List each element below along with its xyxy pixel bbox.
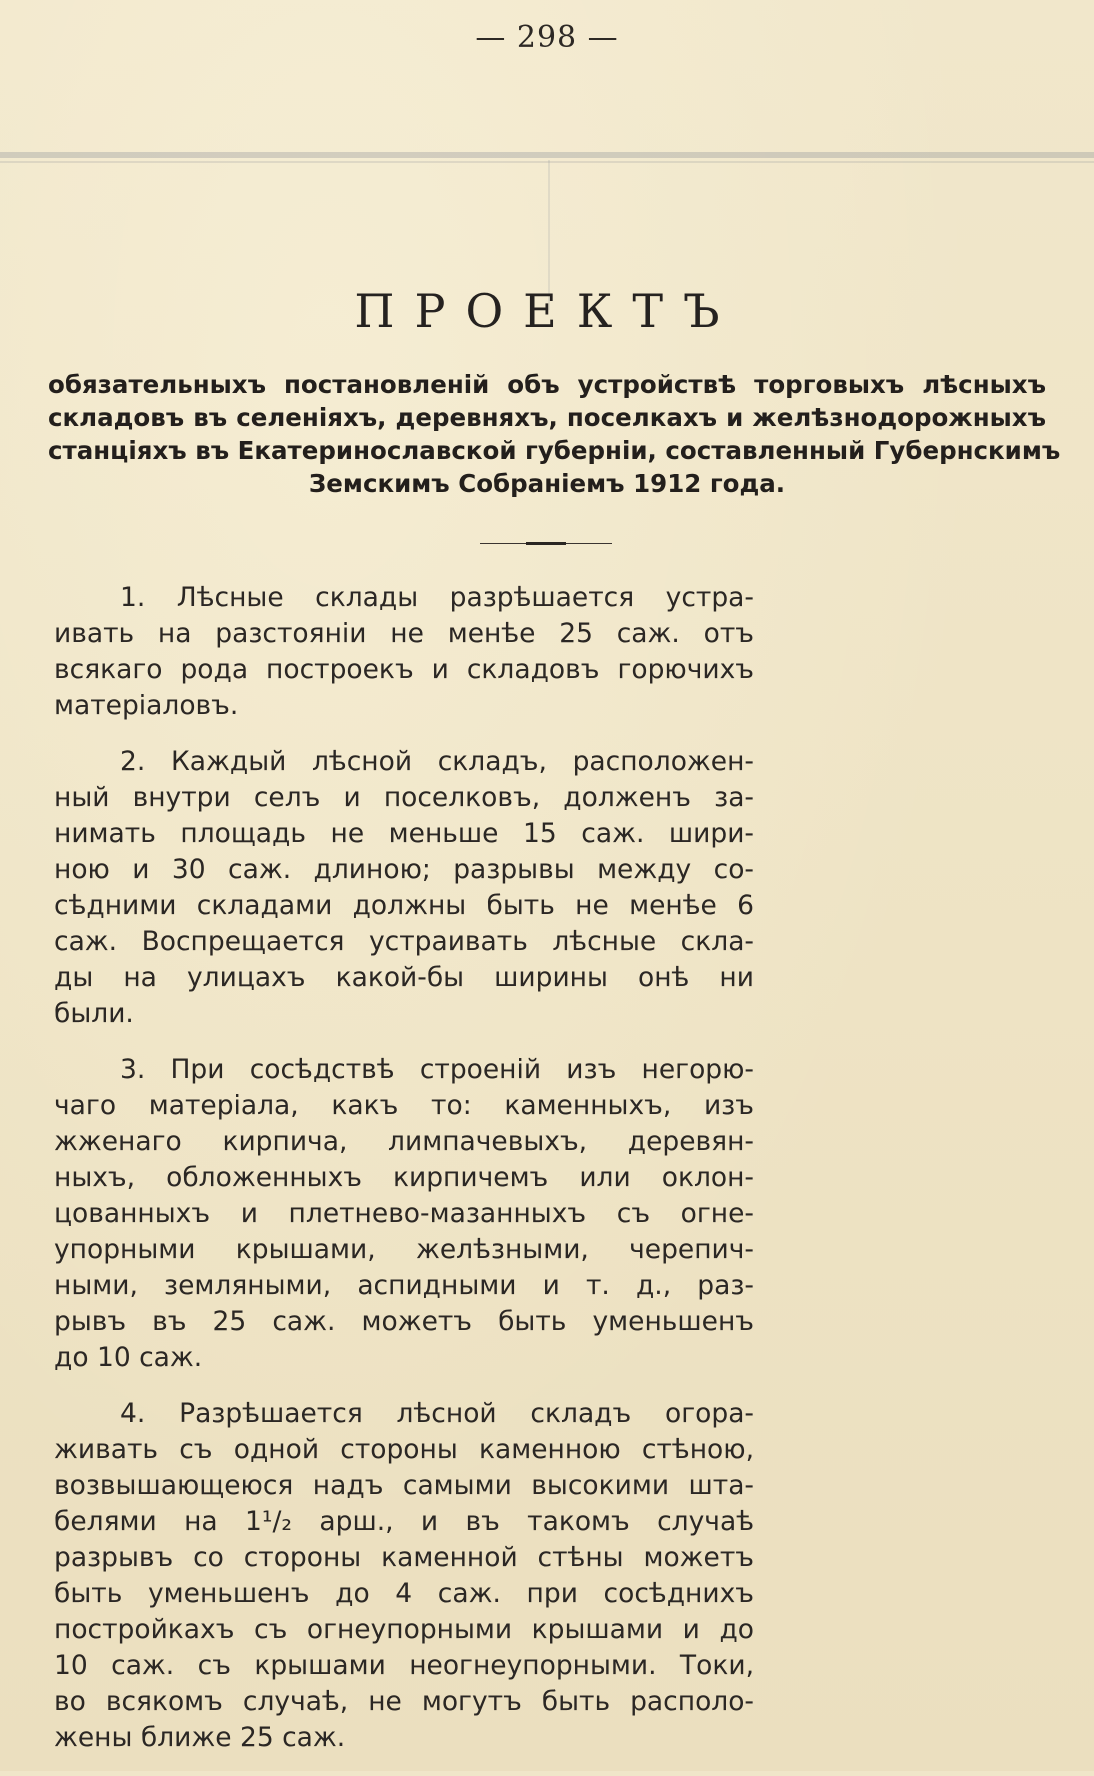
subtitle-line: станціяхъ въ Екатеринославской губерніи, составленный Губернскимъ: [48, 436, 1061, 465]
text-line: разрывъ со стороны каменной стѣны можетъ: [54, 1542, 754, 1573]
paragraph-3: [54, 1052, 754, 1376]
bleed-through-rule-secondary: [0, 161, 1094, 163]
paragraph-4: [54, 1396, 754, 1756]
text-line: белями на 1¹/₂ арш., и въ такомъ случаѣ: [54, 1506, 754, 1537]
text-line: 1. Лѣсные склады разрѣшается устра-: [120, 582, 754, 613]
text-line: всякаго рода построекъ и складовъ горючихъ: [54, 654, 754, 685]
text-line: быть уменьшенъ до 4 саж. при сосѣднихъ: [54, 1578, 754, 1609]
text-line: жженаго кирпича, лимпачевыхъ, деревян-: [54, 1126, 754, 1157]
text-line: 10 саж. съ крышами неогнеупорными. Токи,: [54, 1650, 754, 1681]
section-divider-center: [526, 542, 566, 545]
text-line: постройкахъ съ огнеупорными крышами и до: [54, 1614, 754, 1645]
text-line: матеріаловъ.: [54, 690, 239, 721]
text-line: ною и 30 саж. длиною; разрывы между со-: [54, 854, 754, 885]
text-line: живать съ одной стороны каменною стѣною,: [54, 1434, 754, 1465]
text-line: саж. Воспрещается устраивать лѣсные скла-: [54, 926, 754, 957]
text-line: сѣдними складами должны быть не менѣе 6: [54, 890, 754, 921]
subtitle-line: Земскимъ Собраніемъ 1912 года.: [308, 469, 786, 498]
text-line: ными, земляными, аспидными и т. д., раз-: [54, 1270, 754, 1301]
text-line: 2. Каждый лѣсной складъ, расположен-: [120, 746, 754, 777]
bleed-through-rule: [0, 152, 1094, 158]
text-line: рывъ въ 25 саж. можетъ быть уменьшенъ: [54, 1306, 754, 1337]
text-line: были.: [54, 998, 134, 1029]
text-line: ныхъ, обложенныхъ кирпичемъ или оклон-: [54, 1162, 754, 1193]
text-line: 3. При сосѣдствѣ строеній изъ негорю-: [120, 1054, 754, 1085]
text-line: жены ближе 25 саж.: [54, 1722, 346, 1753]
text-line: 4. Разрѣшается лѣсной складъ огора-: [120, 1398, 754, 1429]
text-line: упорными крышами, желѣзными, черепич-: [54, 1234, 754, 1265]
paragraph-1: [54, 580, 754, 724]
page-number: — 298 —: [475, 20, 619, 55]
text-line: возвышающеюся надъ самыми высокими шта-: [54, 1470, 754, 1501]
text-line: ный внутри селъ и поселковъ, долженъ за-: [54, 782, 754, 813]
text-line: ды на улицахъ какой-бы ширины онѣ ни: [54, 962, 754, 993]
paragraph-2: [54, 744, 754, 1032]
text-line: до 10 саж.: [54, 1342, 203, 1373]
text-line: ивать на разстояніи не менѣе 25 саж. отъ: [54, 618, 754, 649]
document-body: [54, 580, 754, 1776]
document-title: ПРОЕКТЪ: [354, 284, 740, 338]
text-line: во всякомъ случаѣ, не могутъ быть располо-: [54, 1686, 754, 1717]
text-line: чаго матеріала, какъ то: каменныхъ, изъ: [54, 1090, 754, 1121]
subtitle-line: обязательныхъ постановленій объ устройствѣ торговыхъ лѣсныхъ: [48, 370, 1046, 399]
subtitle-line: складовъ въ селеніяхъ, деревняхъ, поселкахъ и желѣзнодорожныхъ: [48, 403, 1046, 432]
text-line: нимать площадь не меньше 15 саж. шири-: [54, 818, 754, 849]
text-line: цованныхъ и плетнево-мазанныхъ съ огне-: [54, 1198, 754, 1229]
document-subtitle: [48, 368, 1061, 500]
